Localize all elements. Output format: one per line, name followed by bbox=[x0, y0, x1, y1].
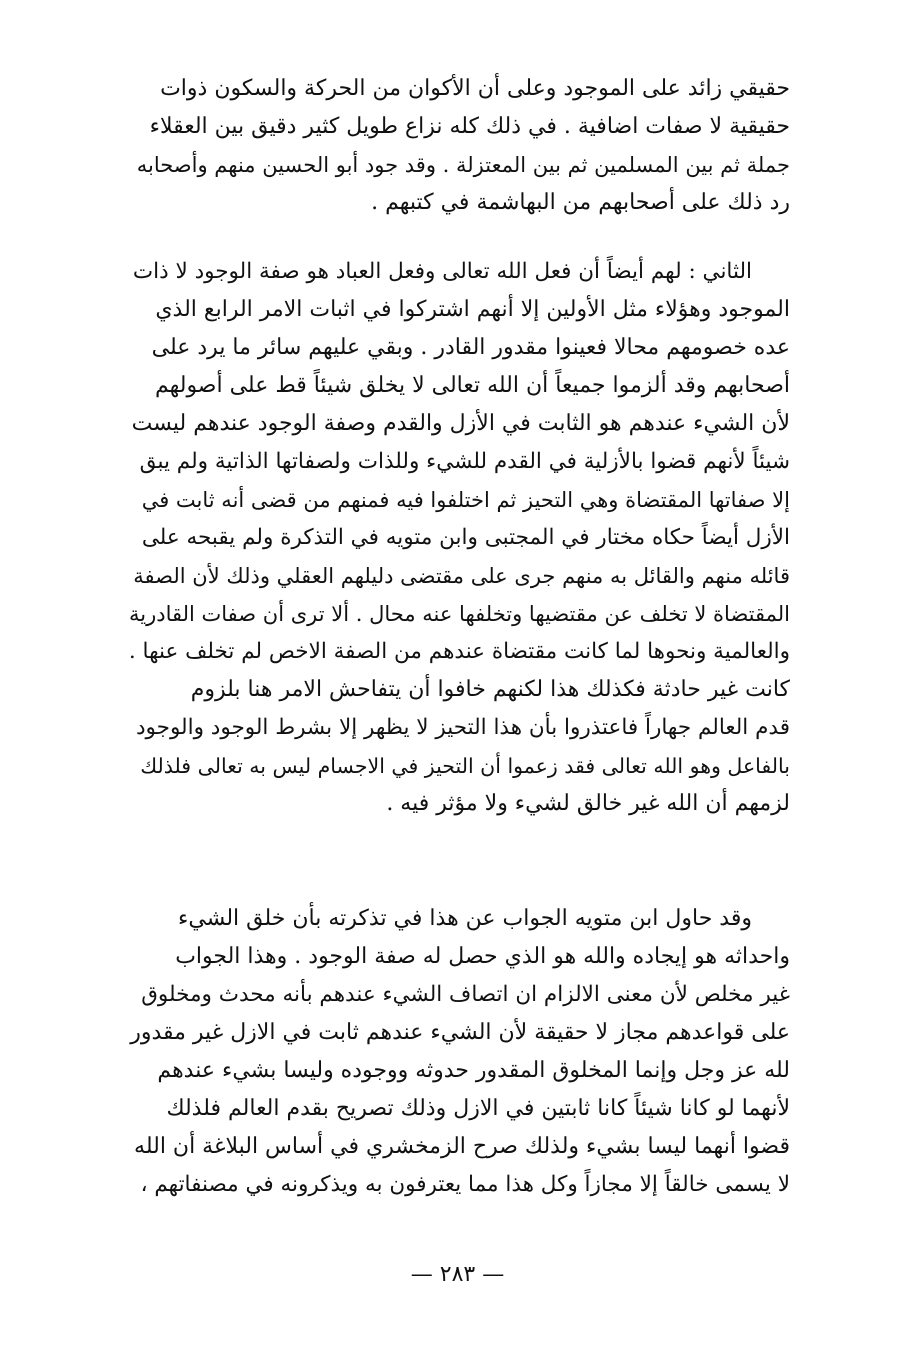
page-number: — ٢٨٣ — bbox=[410, 1262, 505, 1287]
text-line: قضوا أنهما ليسا بشيء ولذلك صرح الزمخشري في أساس البلاغة أن الله bbox=[134, 1134, 790, 1159]
text-line: رد ذلك على أصحابهم من البهاشمة في كتبهم . bbox=[371, 190, 790, 215]
text-line: عده خصومهم محالا فعينوا مقدور القادر . وبقي عليهم سائر ما يرد على bbox=[151, 335, 790, 360]
text-line: واحداثه هو إيجاده والله هو الذي حصل له صفة الوجود . وهذا الجواب bbox=[175, 944, 790, 969]
text-line: لزمهم أن الله غير خالق لشيء ولا مؤثر فيه . bbox=[386, 791, 790, 816]
text-line: وقد حاول ابن متويه الجواب عن هذا في تذكرته بأن خلق الشيء bbox=[178, 906, 752, 931]
text-line: أصحابهم وقد ألزموا جميعاً أن الله تعالى لا يخلق شيئاً قط على أصولهم bbox=[154, 373, 790, 398]
text-line: لا يسمى خالقاً إلا مجازاً وكل هذا مما يعترفون به ويذكرونه في مصنفاتهم ، bbox=[140, 1172, 790, 1197]
text-line: بالفاعل وهو الله تعالى فقد زعموا أن التحيز في الاجسام ليس به تعالى فلذلك bbox=[140, 754, 790, 778]
text-line: جملة ثم بين المسلمين ثم بين المعتزلة . وقد جود أبو الحسين منهم وأصحابه bbox=[136, 153, 790, 177]
text-line: لأنهما لو كانا شيئاً كانا ثابتين في الازل وذلك تصريح بقدم العالم فلذلك bbox=[166, 1096, 790, 1121]
text-line: لله عز وجل وإنما المخلوق المقدور حدوثه ووجوده وليسا بشيء عندهم bbox=[157, 1058, 790, 1083]
text-line: لأن الشيء عندهم هو الثابت في الأزل والقدم وصفة الوجود عندهم ليست bbox=[131, 411, 790, 436]
text-line: والعالمية ونحوها لما كانت مقتضاة عندهم من الصفة الاخص لم تخلف عنها . bbox=[128, 639, 790, 664]
paragraph-3 bbox=[128, 900, 790, 1204]
text-line: غير مخلص لأن معنى الالزام ان اتصاف الشيء عندهم بأنه محدث ومخلوق bbox=[141, 982, 790, 1007]
paragraph-1 bbox=[128, 70, 790, 222]
text-line: الأزل أيضاً حكاه مختار في المجتبى وابن متويه في التذكرة ولم يقبحه على bbox=[141, 525, 790, 550]
text-line: قدم العالم جهاراً فاعتذروا بأن هذا التحيز لا يظهر إلا بشرط الوجود والوجود bbox=[135, 715, 790, 740]
text-line: الموجود وهؤلاء مثل الأولين إلا أنهم اشتركوا في اثبات الامر الرابع الذي bbox=[155, 297, 790, 322]
text-line: الثاني : لهم أيضاً أن فعل الله تعالى وفعل العباد هو صفة الوجود لا ذات bbox=[132, 259, 752, 284]
paragraph-2 bbox=[128, 253, 790, 823]
text-line: المقتضاة لا تخلف عن مقتضيها وتخلفها عنه محال . ألا ترى أن صفات القادرية bbox=[128, 602, 790, 626]
text-line: حقيقية لا صفات اضافية . في ذلك كله نزاع طويل كثير دقيق بين العقلاء bbox=[149, 114, 790, 139]
text-line: كانت غير حادثة فكذلك هذا لكنهم خافوا أن يتفاحش الامر هنا بلزوم bbox=[190, 677, 790, 702]
text-line: على قواعدهم مجاز لا حقيقة لأن الشيء عندهم ثابت في الازل غير مقدور bbox=[130, 1020, 790, 1045]
text-line: قائله منهم والقائل به منهم جرى على مقتضى دليلهم العقلي وذلك لأن الصفة bbox=[133, 564, 790, 588]
text-line: شيئاً لأنهم قضوا بالأزلية في القدم للشيء وللذات ولصفاتها الذاتية ولم يبق bbox=[139, 449, 790, 474]
text-line: حقيقي زائد على الموجود وعلى أن الأكوان من الحركة والسكون ذوات bbox=[160, 76, 790, 101]
text-line: إلا صفاتها المقتضاة وهي التحيز ثم اختلفوا فيه فمنهم من قضى أنه ثابت في bbox=[141, 488, 790, 512]
